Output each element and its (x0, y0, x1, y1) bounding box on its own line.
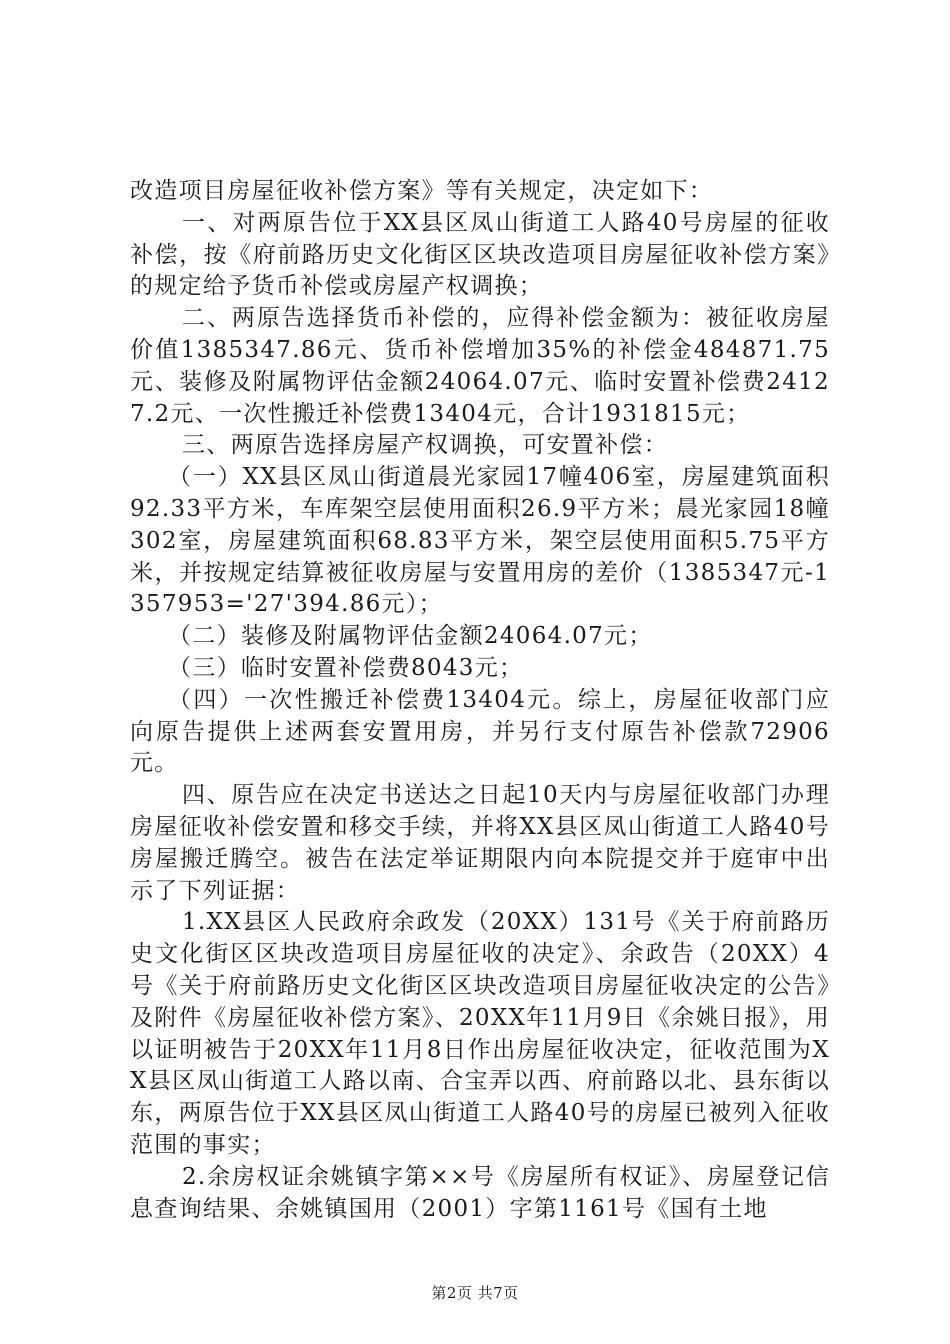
paragraph-item-2: 二、两原告选择货币补偿的，应得补偿金额为：被征收房屋价值1385347.86元、货币补偿增加35%的补偿金484871.75元、装修及附属物评估金额24064.07元、临时安置补偿费24127.2元、一次性搬迁补偿费13404元，合计1931815元； (130, 305, 830, 427)
paragraph-subitem-2: （二）装修及附属物评估金额24064.07元； (168, 623, 653, 650)
paragraph-subitem-1: （一）XX县区凤山街道晨光家园17幢406室，房屋建筑面积92.33平方米，车库架空层使用面积26.9平方米；晨光家园18幢302室，房屋建筑面积68.83平方米，架空层使用面积5.75平方米，并按规定结算被征收房屋与安置用房的差价（1385347元-1357953='27'394.86元）； (130, 464, 830, 618)
paragraph-evidence-1: 1.XX县区人民政府余政发（20XX）131号《关于府前路历史文化街区区块改造项目房屋征收的决定》、余政告（20XX）4号《关于府前路历史文化街区区块改造项目房屋征收决定的公告》及附件《房屋征收补偿方案》、20XX年11月9日《余姚日报》，用以证明被告于20XX年11月8日作出房屋征收决定，征收范围为XX县区凤山街道工人路以南、合宝弄以西、府前路以北、县东街以东，两原告位于XX县区凤山街道工人路40号的房屋已被列入征收范围的事实； (130, 909, 830, 1158)
document-body (130, 176, 830, 1225)
page-number-footer: 第2页 共7页 (431, 1284, 519, 1302)
paragraph-item-3: 三、两原告选择房屋产权调换，可安置补偿： (182, 432, 668, 459)
paragraph-item-4: 四、原告应在决定书送达之日起10天内与房屋征收部门办理房屋征收补偿安置和移交手续，并将XX县区凤山街道工人路40号房屋搬迁腾空。被告在法定举证期限内向本院提交并于庭审中出示了下列证据： (130, 782, 830, 904)
paragraph-item-1: 一、对两原告位于XX县区凤山街道工人路40号房屋的征收补偿，按《府前路历史文化街区区块改造项目房屋征收补偿方案》的规定给予货币补偿或房屋产权调换； (130, 209, 830, 300)
paragraph-continuation: 改造项目房屋征收补偿方案》等有关规定，决定如下： (130, 178, 714, 204)
paragraph-evidence-2: 2.余房权证余姚镇字第××号《房屋所有权证》、房屋登记信息查询结果、余姚镇国用（2001）字第1161号《国有土地 (130, 1163, 830, 1222)
paragraph-subitem-3: （三）临时安置补偿费8043元； (168, 654, 524, 681)
paragraph-subitem-4: （四）一次性搬迁补偿费13404元。综上，房屋征收部门应向原告提供上述两套安置用房，并另行支付原告补偿款72906元。 (130, 686, 830, 777)
